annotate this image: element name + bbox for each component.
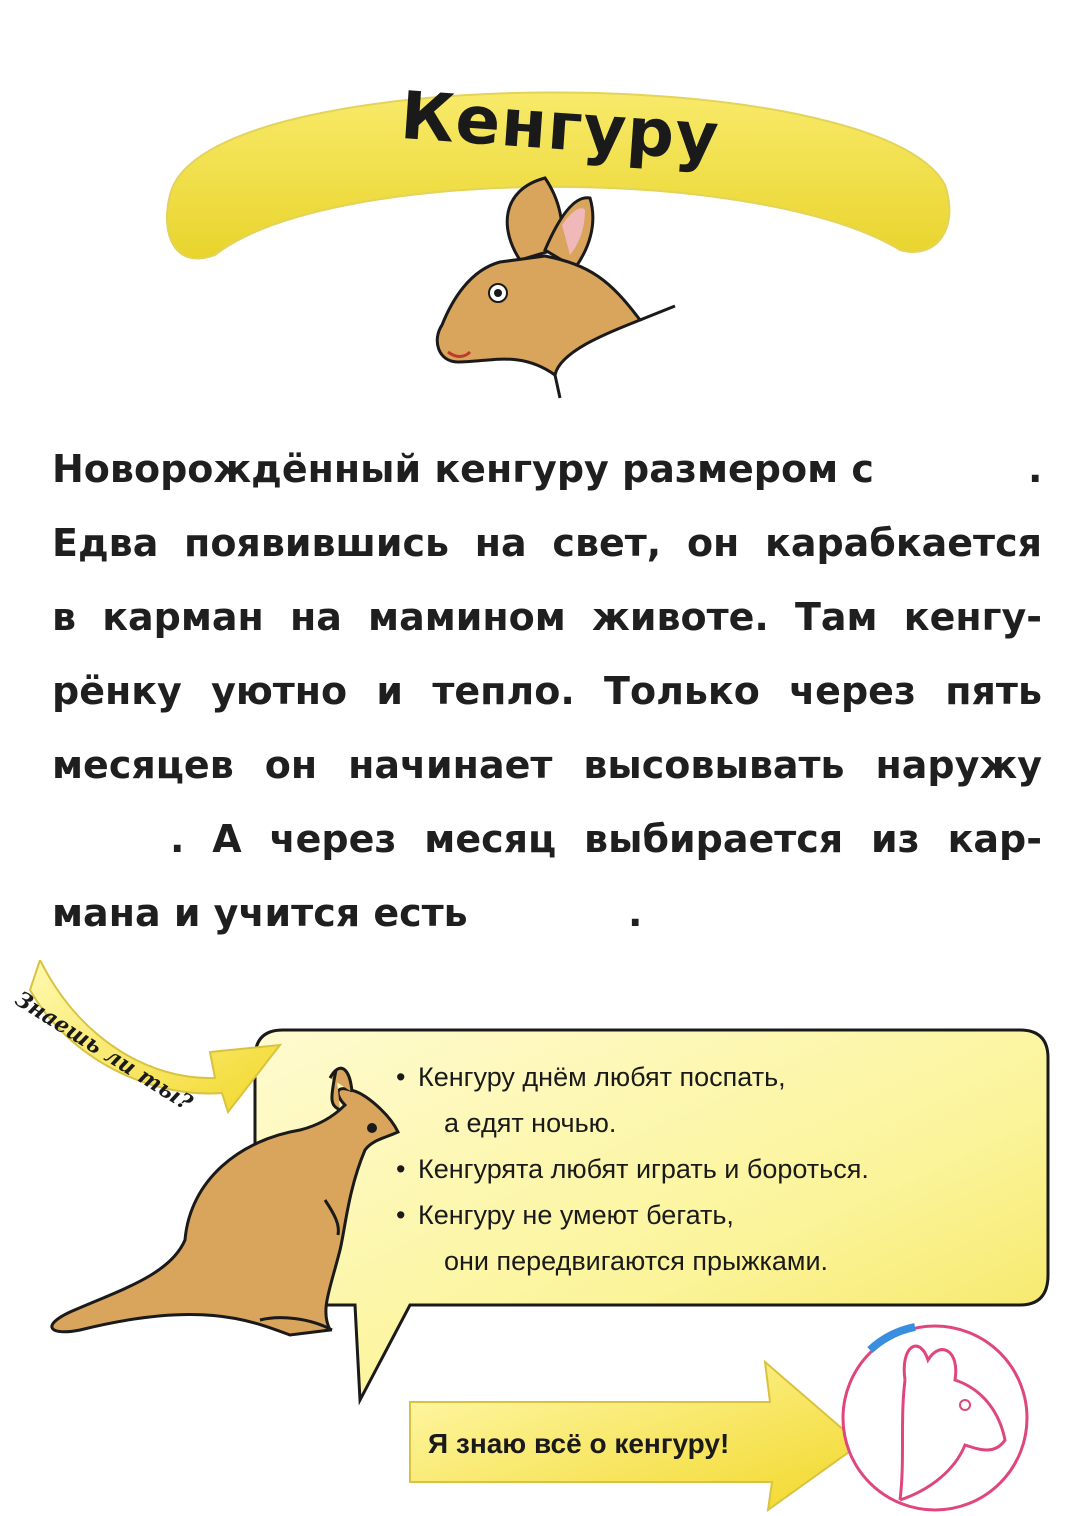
fact-item [396, 1054, 1016, 1100]
paragraph-line-4: рёнку уютно и тепло. Только через пять [52, 669, 1042, 713]
fact-text: Кенгуру не умеют бегать, [418, 1200, 734, 1230]
fact-item [396, 1238, 1016, 1284]
page-title: Кенгуру [398, 76, 722, 177]
paragraph-line-1-period: . [1028, 447, 1043, 491]
fact-item [396, 1192, 1016, 1238]
fact-text: Кенгурята любят играть и бороться. [418, 1154, 869, 1184]
fact-bullet: • [396, 1154, 406, 1184]
did-you-know-label: Знаешь ли ты? [10, 986, 197, 1117]
paragraph-line-6: . А через месяц выбирается из кар- [170, 817, 1042, 861]
fact-text: Кенгуру днём любят поспать, [418, 1062, 786, 1092]
paragraph-line-1: Новорождённый кенгуру размером с [52, 447, 874, 491]
paragraph-line-7: мана и учится есть [52, 891, 468, 935]
facts-list [396, 1054, 1016, 1284]
fact-item [396, 1146, 1016, 1192]
title-banner [0, 0, 1080, 420]
paragraph-line-3: в карман на мамином животе. Там кенгу- [52, 595, 1042, 639]
fact-text: они передвигаются прыжками. [444, 1246, 829, 1276]
fact-item [396, 1100, 1016, 1146]
paragraph-line-2: Едва появившись на свет, он карабкается [52, 521, 1042, 565]
final-label: Я знаю всё о кенгуру! [428, 1428, 730, 1459]
kangaroo-badge-icon [843, 1326, 1027, 1510]
kangaroo-head-icon [437, 178, 675, 398]
paragraph-line-7-period: . [628, 891, 643, 935]
paragraph-line-5: месяцев он начинает высовывать наружу [52, 743, 1042, 787]
fact-text: а едят ночью. [444, 1108, 617, 1138]
fact-bullet: • [396, 1200, 406, 1230]
fact-bullet: • [396, 1062, 406, 1092]
